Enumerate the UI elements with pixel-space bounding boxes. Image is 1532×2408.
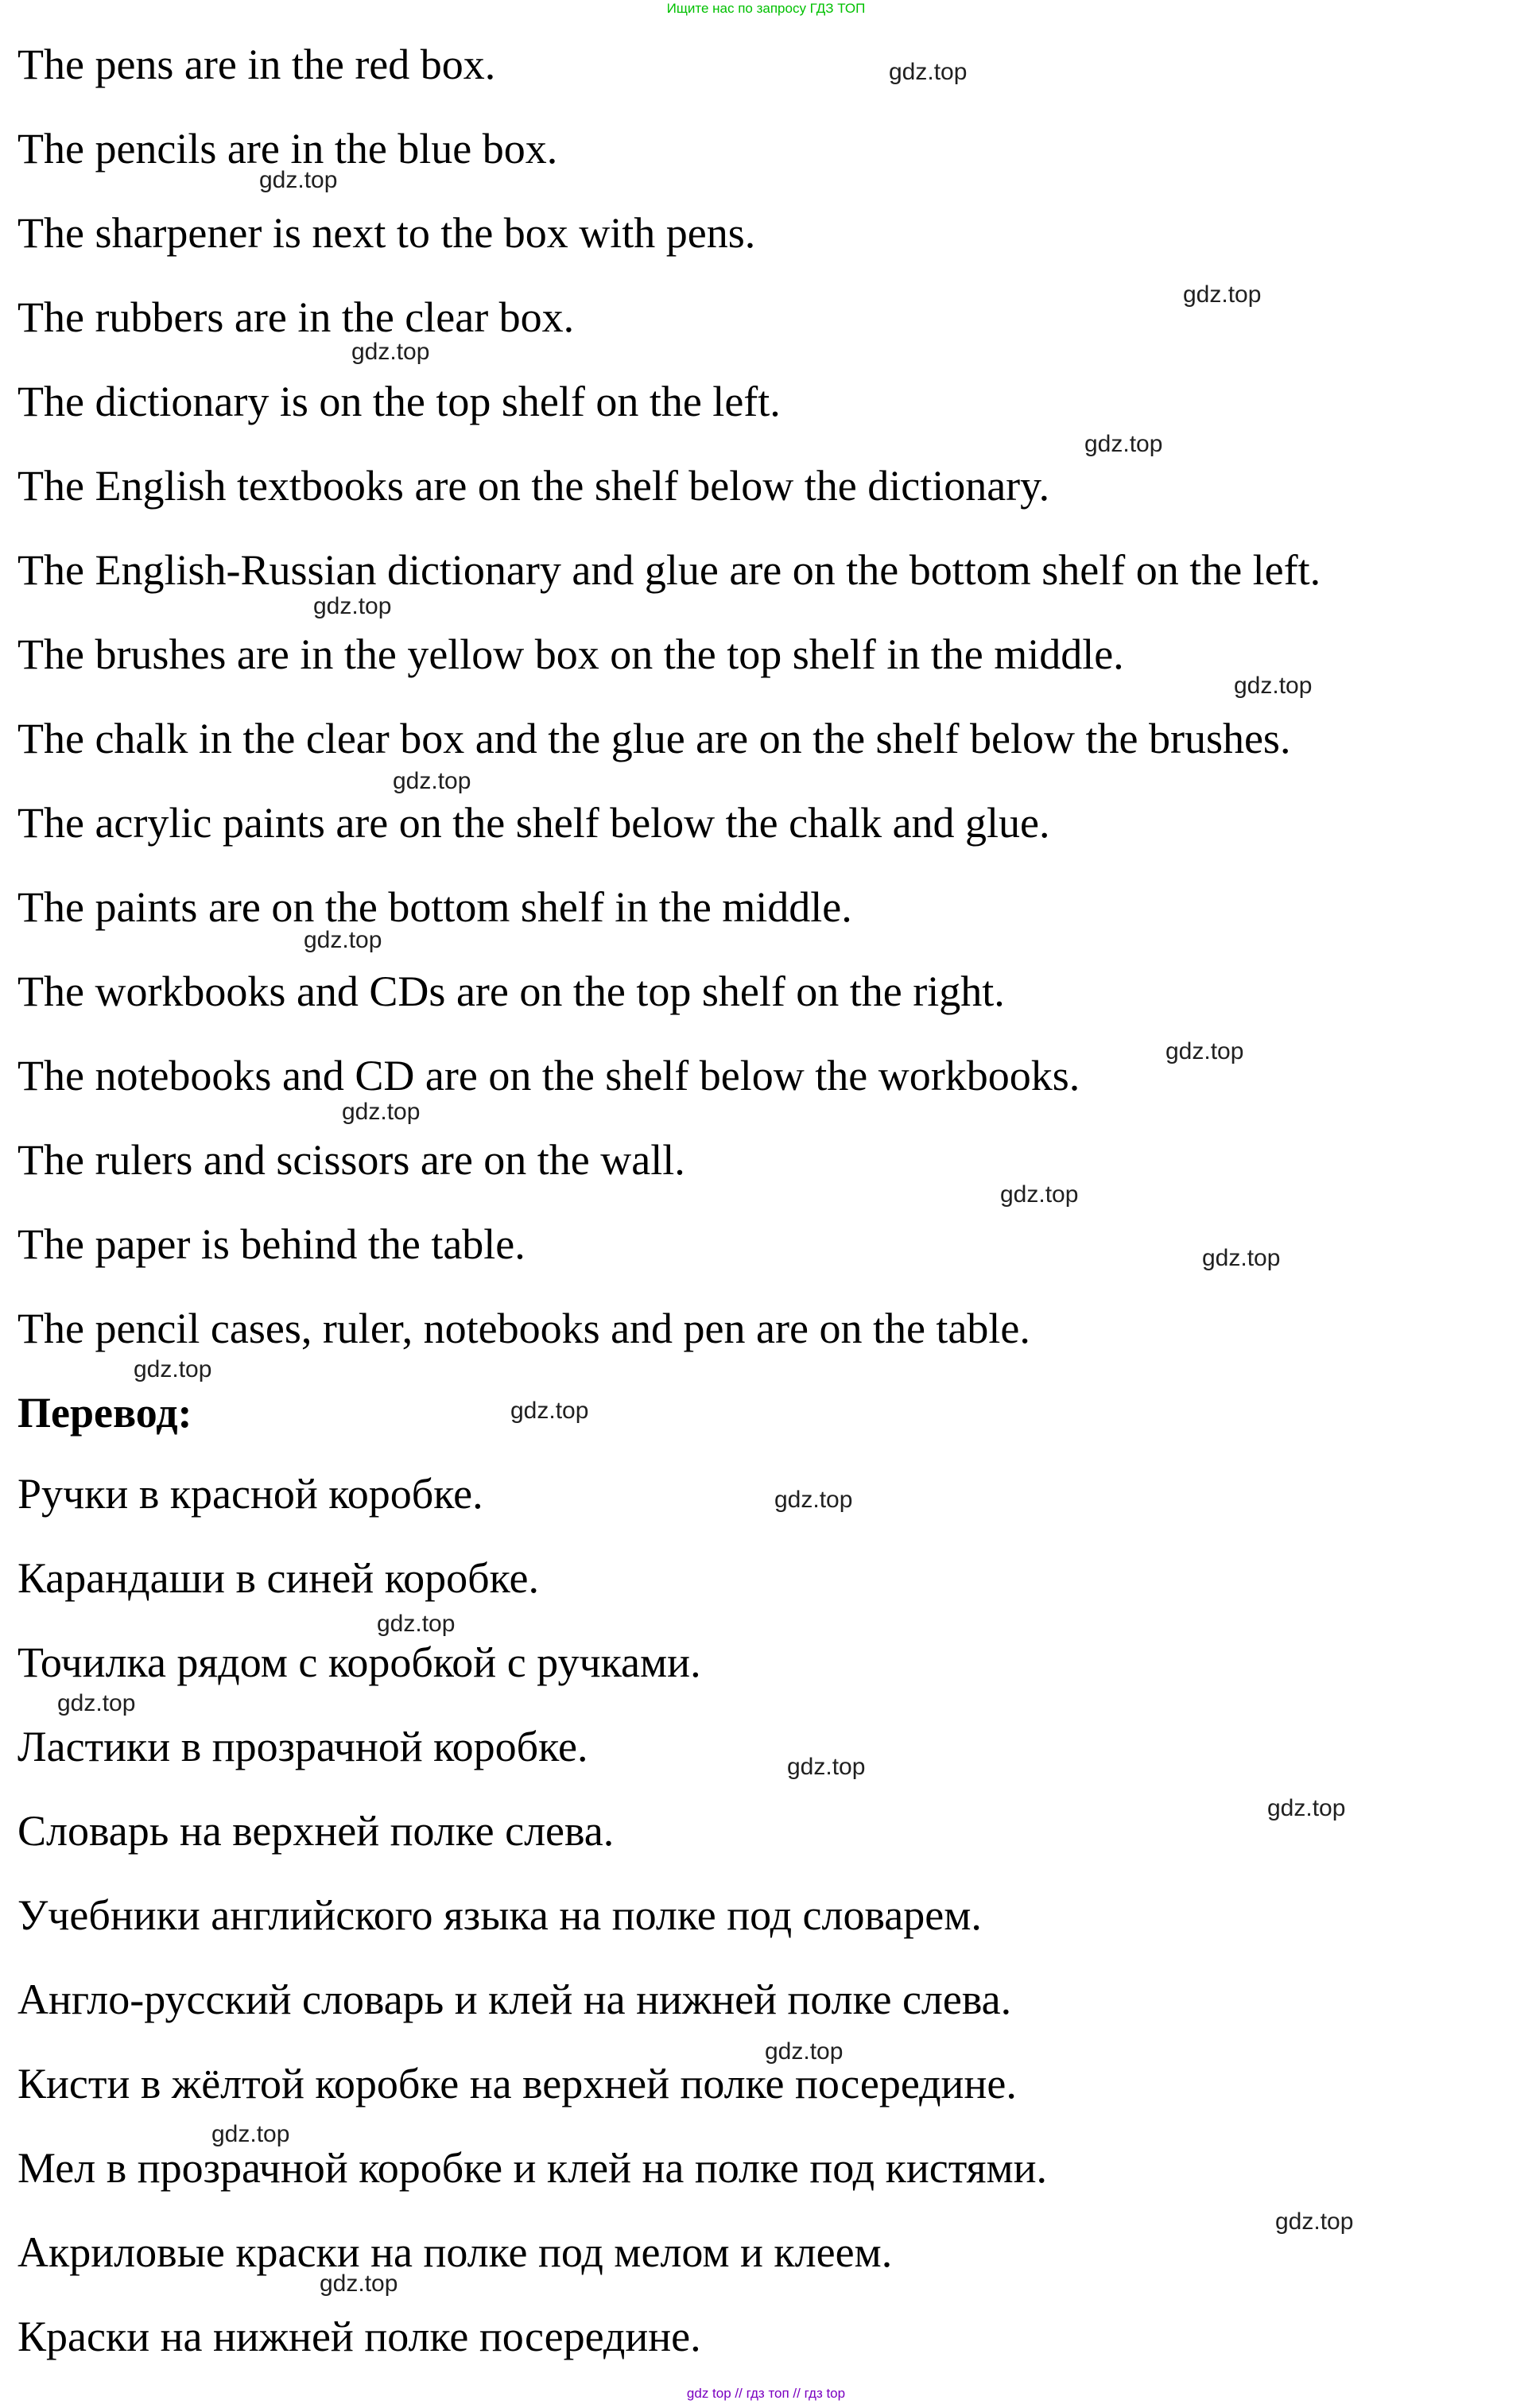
watermark: gdz.top xyxy=(1084,431,1163,457)
english-line-6: The English textbooks are on the shelf below the dictionary. xyxy=(17,462,1050,510)
watermark: gdz.top xyxy=(259,167,338,193)
english-line-12: The workbooks and CDs are on the top shelf on the right. xyxy=(17,967,1005,1015)
watermark: gdz.top xyxy=(1234,673,1313,699)
russian-line-10: Акриловые краски на полке под мелом и клеем. xyxy=(17,2228,893,2276)
watermark: gdz.top xyxy=(134,1356,212,1382)
russian-line-5: Словарь на верхней полке слева. xyxy=(17,1807,615,1855)
english-line-14: The rulers and scissors are on the wall. xyxy=(17,1136,685,1184)
watermark: gdz.top xyxy=(787,1754,866,1780)
english-line-10: The acrylic paints are on the shelf below the chalk and glue. xyxy=(17,799,1050,847)
watermark: gdz.top xyxy=(1183,281,1262,308)
translation-heading: Перевод: xyxy=(17,1389,192,1437)
english-line-13: The notebooks and CD are on the shelf below the workbooks. xyxy=(17,1052,1080,1099)
watermark: gdz.top xyxy=(304,927,382,953)
watermark: gdz.top xyxy=(351,339,430,365)
watermark: gdz.top xyxy=(393,768,471,794)
russian-line-3: Точилка рядом с коробкой с ручками. xyxy=(17,1638,701,1686)
russian-line-8: Кисти в жёлтой коробке на верхней полке посередине. xyxy=(17,2060,1017,2107)
russian-line-4: Ластики в прозрачной коробке. xyxy=(17,1723,588,1770)
watermark: gdz.top xyxy=(889,59,968,85)
english-line-4: The rubbers are in the clear box. xyxy=(17,293,575,341)
english-line-3: The sharpener is next to the box with pens. xyxy=(17,209,756,257)
watermark: gdz.top xyxy=(211,2121,290,2147)
english-line-2: The pencils are in the blue box. xyxy=(17,125,558,173)
watermark: gdz.top xyxy=(1165,1038,1244,1064)
watermark: gdz.top xyxy=(510,1398,589,1424)
english-line-9: The chalk in the clear box and the glue are on the shelf below the brushes. xyxy=(17,715,1291,762)
watermark: gdz.top xyxy=(1275,2208,1354,2235)
english-line-11: The paints are on the bottom shelf in the middle. xyxy=(17,883,852,931)
russian-line-9: Мел в прозрачной коробке и клей на полке под кистями. xyxy=(17,2144,1048,2192)
english-line-8: The brushes are in the yellow box on the top shelf in the middle. xyxy=(17,630,1124,678)
russian-line-7: Англо-русский словарь и клей на нижней полке слева. xyxy=(17,1976,1012,2023)
watermark: gdz.top xyxy=(765,2038,844,2065)
watermark: gdz.top xyxy=(342,1099,421,1125)
russian-line-11: Краски на нижней полке посередине. xyxy=(17,2313,701,2360)
watermark: gdz.top xyxy=(1267,1795,1346,1821)
top-banner: Ищите нас по запросу ГДЗ ТОП xyxy=(666,1,866,16)
watermark: gdz.top xyxy=(377,1611,456,1637)
watermark: gdz.top xyxy=(320,2270,398,2297)
russian-line-6: Учебники английского языка на полке под словарем. xyxy=(17,1891,982,1939)
russian-line-2: Карандаши в синей коробке. xyxy=(17,1554,540,1602)
watermark: gdz.top xyxy=(57,1690,136,1716)
english-line-15: The paper is behind the table. xyxy=(17,1220,526,1268)
russian-line-1: Ручки в красной коробке. xyxy=(17,1470,483,1518)
footer: gdz top // гдз топ // гдз top xyxy=(686,2386,846,2401)
english-line-16: The pencil cases, ruler, notebooks and pen are on the table. xyxy=(17,1305,1030,1352)
english-line-1: The pens are in the red box. xyxy=(17,41,496,88)
english-line-7: The English-Russian dictionary and glue are on the bottom shelf on the left. xyxy=(17,546,1321,594)
watermark: gdz.top xyxy=(1000,1181,1079,1208)
watermark: gdz.top xyxy=(313,593,392,619)
watermark: gdz.top xyxy=(774,1487,853,1513)
watermark: gdz.top xyxy=(1202,1245,1281,1271)
english-line-5: The dictionary is on the top shelf on the left. xyxy=(17,378,781,425)
